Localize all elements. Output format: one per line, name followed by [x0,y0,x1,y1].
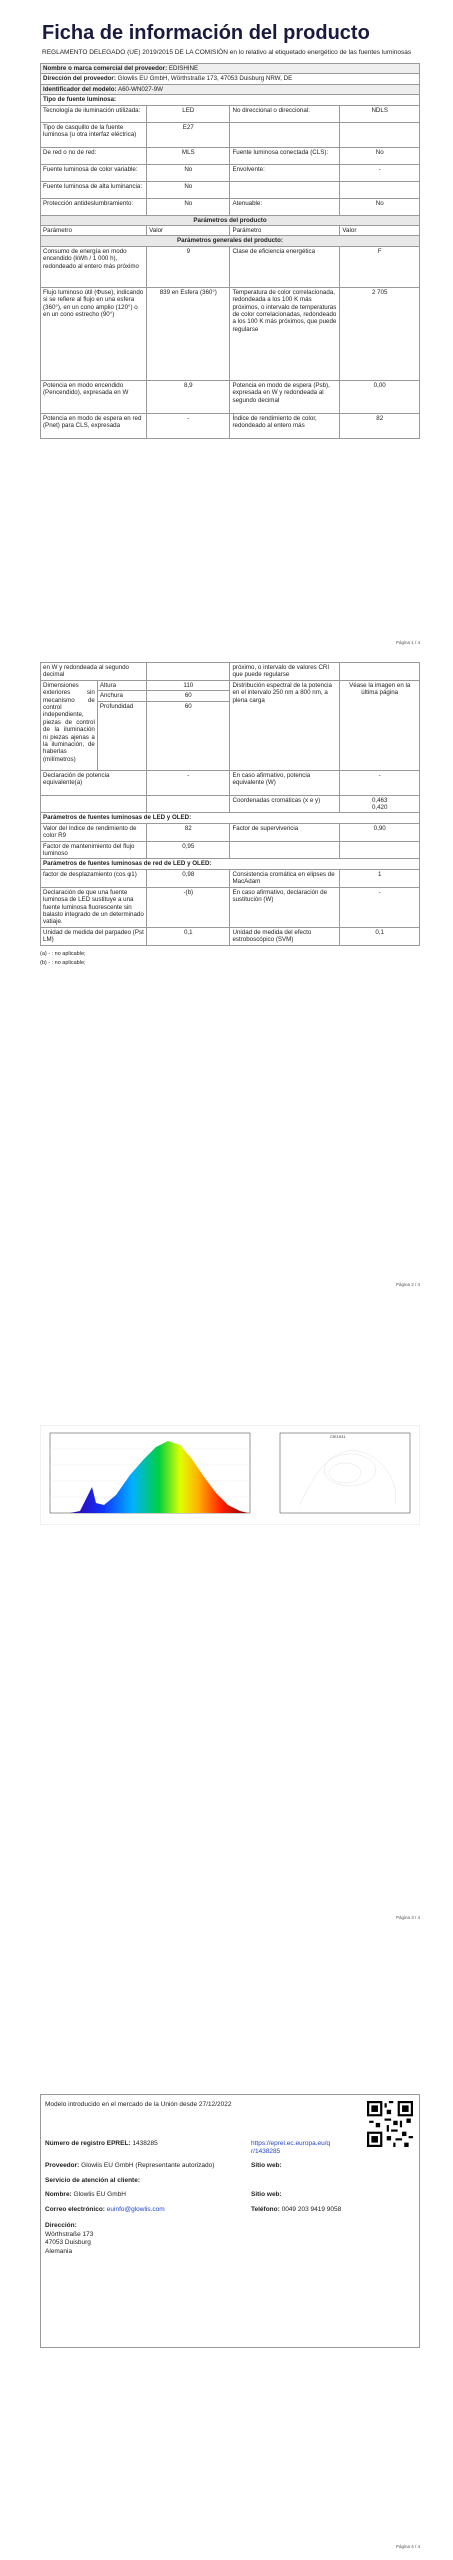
col-value-2: Valor [340,226,420,236]
cos-phi-label: factor de desplazamiento (cos φ1) [41,869,147,887]
page-number-1: Página 1 / 4 [395,640,420,645]
param-label: Fuente luminosa de alta luminancia: [41,181,147,198]
page-number-3: Página 3 / 4 [395,1915,420,1920]
supplier-name: EDISHINE [168,65,199,72]
address-line-3: Alemania [45,2247,73,2255]
param-label: Flujo luminoso útil (Φuse), indicando si se refiere al flujo en una esfera (360°), en un cono amplio (120°) o en un cono estrecho (90°) [41,287,147,380]
equiv-power-w-value: - [340,770,420,795]
dim-name: Profundidad [97,701,146,770]
qr-code-icon[interactable] [367,2101,413,2147]
light-type-label: Tipo de fuente luminosa: [41,95,420,105]
param-label [230,181,340,198]
provider-label: Proveedor: [45,2162,80,2169]
param-value [340,181,420,198]
replacement-label: Declaración de que una fuente luminosa de LED sustituye a una fuente luminosa fluorescente sin balasto integrado de un determinado vatiaje. [41,887,147,927]
param-value: 2 705 [340,287,420,380]
market-date: Modelo introducido en el mercado de la Unión desde 27/12/2022 [45,2101,232,2108]
replacement-w-label: En caso afirmativo, declaración de sustitución (W) [230,887,340,927]
dim-value: 110 [147,680,230,690]
equiv-power-w-label: En caso afirmativo, potencia equivalente (W) [230,770,340,795]
param-label: Protección antideslumbramiento: [41,198,147,215]
cos-phi-value: 0,98 [147,869,230,887]
chroma-coords-label: Coordenadas cromáticas (x e y) [230,795,340,813]
param-value: No [340,198,420,215]
supplier-address: Glowlis EU GmbH, Wörthstraße 173, 47053 Duisburg NRW, DE [117,75,293,83]
param-label: No direccional o direccional: [230,105,340,122]
footnote-b: (b) - : no aplicable; [40,959,86,966]
website-label: Sitio web: [251,2162,282,2169]
param-value: - [147,413,230,438]
table-row [41,147,420,164]
address-line-2: 47053 Duisburg [45,2239,91,2246]
phone-label: Teléfono: [251,2205,280,2213]
macadam-label: Consistencia cromática en elipses de MacAdam [230,869,340,887]
param-label: Atenuable: [230,198,340,215]
replacement-w-value: - [340,887,420,927]
product-info-table-continued [40,662,420,946]
param-label: Temperatura de color correlacionada, redondeada a los 100 K más próximos, o intervalo de temperaturas de color correlacionadas, redondeado a los 100 K más próximos, que puede regularse [230,287,340,380]
param-label: Índice de rendimiento de color, redondeado al entero más [230,413,340,438]
dim-name: Altura [97,680,146,690]
model-id: A60-WN027-9W [117,85,164,93]
page-number-2: Página 2 / 4 [395,1282,420,1287]
maintenance-value: 0,95 [147,841,230,859]
equiv-power-label: Declaración de potencia equivalente(a) [41,770,147,795]
survival-value: 0,90 [340,823,420,841]
param-label: De red o no de red: [41,147,147,164]
param-value [340,122,420,147]
dim-value: 60 [147,701,230,770]
table-row [41,164,420,181]
param-label: Fuente luminosa conectada (CLS): [230,147,340,164]
general-params-title: Parámetros del producto [41,215,420,225]
param-label: Potencia en modo encendido (Pencendido), expresada en W [41,380,147,413]
address-line-1: Wörthstraße 173 [45,2230,94,2238]
param-label: Tecnología de iluminación utilizada: [41,105,147,122]
table-row [41,380,420,413]
param-label: Potencia en modo de espera (Psb), expresada en W y redondeada al segundo decimal [230,380,340,413]
param-label: Clase de eficiencia energética [230,246,340,287]
general-params-subtitle: Parámetros generales del producto: [41,236,420,246]
param-value: F [340,246,420,287]
page-number-4: Página 4 / 4 [395,2544,420,2549]
contact-box [40,2094,420,2348]
param-label: Envolvente: [230,164,340,181]
spectral-label: Distribución espectral de la potencia en el intervalo 250 nm a 800 nm, a plena carga [230,680,340,770]
param-value: No [147,181,230,198]
eprel-link[interactable]: https://eprel.ec.europa.eu/qr/1438285 [251,2139,331,2155]
table-row [41,105,420,122]
param-value: 0,00 [340,380,420,413]
param-label: Consumo de energía en modo encendido (kWh / 1 000 h), redondeado al entero más próximo [41,246,147,287]
spectral-distribution-chart [40,1425,420,1525]
param-label: Tipo de casquillo de la fuente luminosa (u otra interfaz eléctrica) [41,122,147,147]
service-name: Glowlis EU GmbH [73,2191,126,2198]
model-label: Identificador del modelo: [43,85,117,93]
param-value: LED [147,105,230,122]
param-value: MLS [147,147,230,164]
page-3 [40,1425,420,1525]
svm-label: Unidad de medida del efecto estroboscópico (SVM) [230,927,340,945]
page-4 [40,2094,420,2348]
macadam-value: 1 [340,869,420,887]
supplier-name-label: Nombre o marca comercial del proveedor: [43,65,168,72]
table-row [41,198,420,215]
param-value: No [340,147,420,164]
page-1 [40,22,420,439]
eprel-label: Número de registro EPREL: [45,2139,131,2147]
svm-value: 0,1 [340,927,420,945]
led-params-title: Parámetros de fuentes luminosas de LED y OLED: [41,813,420,823]
phone-number: 0049 203 9419 9058 [281,2205,342,2213]
flicker-value: 0,1 [147,927,230,945]
table-row [41,287,420,380]
p2-row1-param1: en W y redondeada al segundo decimal [41,663,147,681]
param-value: - [340,164,420,181]
spectral-charts [40,1425,420,1525]
col-param-1: Parámetro [41,226,147,236]
p2-row1-param2: próximo, o intervalo de valores CRI que puede regularse [230,663,340,681]
product-info-table [40,63,420,439]
dim-value: 60 [147,691,230,701]
footnote-a: (a) - : no aplicable; [40,950,86,957]
chroma-coords-value: 0,463 0,420 [340,795,420,813]
param-label [230,122,340,147]
regulation-text: REGLAMENTO DELEGADO (UE) 2019/2015 DE LA COMISIÓN en lo relativo al etiquetado energético de las fuentes luminosas [42,49,412,56]
param-value: 8,9 [147,380,230,413]
r9-value: 82 [147,823,230,841]
provider-name: Glowlis EU GmbH (Representante autorizado) [81,2162,215,2169]
eprel-number: 1438285 [132,2139,158,2147]
footnotes [40,950,420,968]
page-title: Ficha de información del producto [42,22,370,44]
supplier-address-label: Dirección del proveedor: [43,75,116,83]
survival-label: Factor de supervivencia [230,823,340,841]
website2-label: Sitio web: [251,2191,282,2198]
mains-params-title: Parámetros de fuentes luminosas de red de LED y OLED: [41,859,420,869]
r9-label: Valor del índice de rendimiento de color R9 [41,823,147,841]
table-row [41,246,420,287]
param-value: E27 [147,122,230,147]
col-value-1: Valor [147,226,230,236]
table-row [41,413,420,438]
param-value: No [147,198,230,215]
address-label: Dirección: [45,2222,77,2229]
dim-name: Anchura [97,691,146,701]
equiv-power-value: - [147,770,230,795]
param-value: No [147,164,230,181]
param-value: 839 en Esfera (360°) [147,287,230,380]
param-value: 82 [340,413,420,438]
param-label: Fuente luminosa de color variable: [41,164,147,181]
col-param-2: Parámetro [230,226,340,236]
email-link[interactable]: euinfo@glowlis.com [106,2205,165,2213]
email-label: Correo electrónico: [45,2205,105,2213]
name-label: Nombre: [45,2191,72,2198]
maintenance-label: Factor de mantenimiento del flujo luminoso [41,841,147,859]
page-2 [40,662,420,968]
dimensions-label: Dimensiones exteriores sin mecanismo de control independiente, piezas de control de la iluminación ni piezas ajenas a la iluminación, de haberlas (milímetros) [41,680,98,770]
spectral-value: Véase la imagen en la última página [340,680,420,770]
param-label: Potencia en modo de espera en red (Pnet) para CLS, expresada [41,413,147,438]
cie-title: CIE1931 [330,1434,346,1439]
table-row [41,122,420,147]
replacement-value: -(b) [147,887,230,927]
service-label: Servicio de atención al cliente: [45,2176,141,2184]
flicker-label: Unidad de medida del parpadeo (Pst LM) [41,927,147,945]
table-row [41,181,420,198]
param-value: 9 [147,246,230,287]
param-value: NDLS [340,105,420,122]
